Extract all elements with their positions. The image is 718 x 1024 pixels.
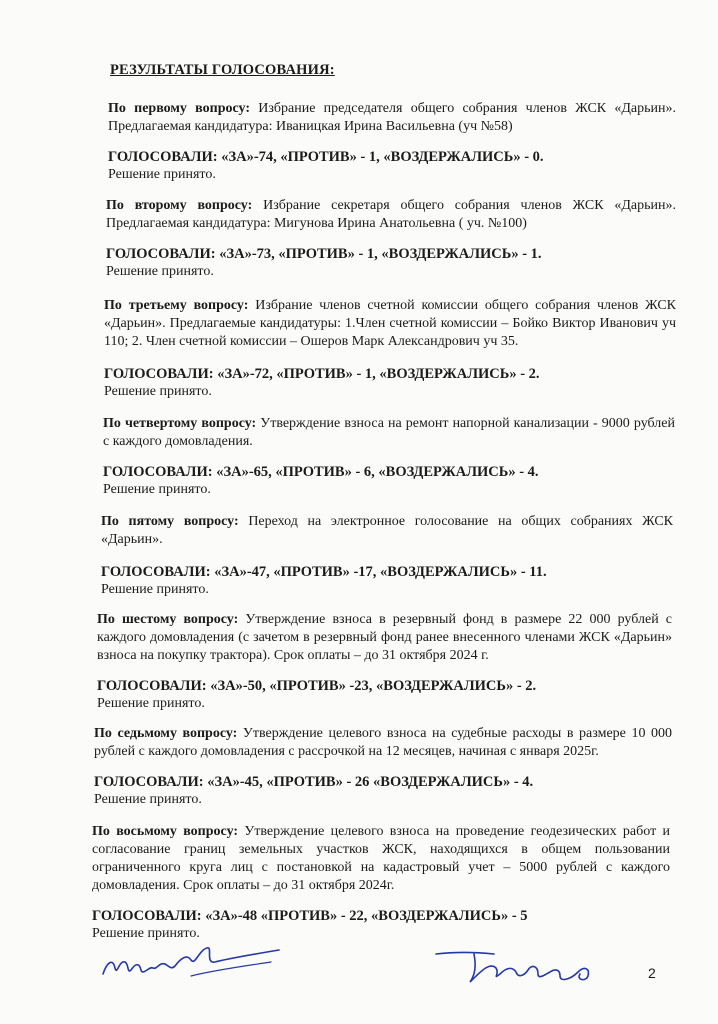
vote-result: ГОЛОСОВАЛИ: «ЗА»-48 «ПРОТИВ» - 22, «ВОЗДЕРЖАЛИСЬ» - 5 [92,908,528,924]
decision-text: Решение принято. [106,264,214,279]
question-text [103,415,675,451]
question-body: Избрание председателя общего собрания членов ЖСК «Дарьин». Предлагаемая кандидатура: Иваницкая Ирина Васильевна (уч №58) [108,101,676,134]
vote-result: ГОЛОСОВАЛИ: «ЗА»-72, «ПРОТИВ» - 1, «ВОЗДЕРЖАЛИСЬ» - 2. [104,366,540,382]
decision-text: Решение принято. [103,482,211,497]
decision-text: Решение принято. [94,792,202,807]
decision-text: Решение принято. [92,926,200,941]
question-body: Утверждение взноса в резервный фонд в размере 22 000 рублей с каждого домовладения (с зачетом в резервный фонд ранее внесенного членами ЖСК «Дарьин» взноса на покупку трактора). Срок оплаты – до 31 октября 2024 г. [97,612,673,663]
question-lead: По седьмому вопросу: [94,726,238,741]
decision-text: Решение принято. [104,384,212,399]
question-block-7 [94,725,672,808]
vote-result: ГОЛОСОВАЛИ: «ЗА»-45, «ПРОТИВ» - 26 «ВОЗДЕРЖАЛИСЬ» - 4. [94,774,534,790]
vote-result: ГОЛОСОВАЛИ: «ЗА»-73, «ПРОТИВ» - 1, «ВОЗДЕРЖАЛИСЬ» - 1. [106,246,542,262]
question-block-3 [104,297,676,400]
question-block-5 [101,513,673,598]
question-text [104,297,676,351]
decision-text: Решение принято. [108,167,216,182]
question-text [92,823,670,895]
question-block-1 [108,100,676,183]
question-lead: По первому вопросу: [108,101,250,116]
question-body: Избрание членов счетной комиссии общего собрания членов ЖСК «Дарьин». Предлагаемые кандидатуры: 1.Член счетной комиссии – Бойко Виктор Иванович уч 110; 2. Член счетной комиссии – Ошеров Марк Александрович уч 35. [104,298,676,349]
question-block-4 [103,415,675,498]
question-block-8 [92,823,670,942]
question-body: Избрание секретаря общего собрания членов ЖСК «Дарьин». Предлагаемая кандидатура: Мигунова Ирина Анатольевна ( уч. №100) [106,198,676,231]
decision-text: Решение принято. [97,696,205,711]
question-body: Переход на электронное голосование на общих собраниях ЖСК «Дарьин». [101,514,673,547]
question-text [108,100,676,136]
question-body: Утверждение целевого взноса на проведение геодезических работ и согласование границ земельных участков ЖСК, находящихся в общем пользовании ограниченного круга лиц с постановкой на кадастровый учет – 5000 рублей с каждого домовладения. Срок оплаты – до 31 октября 2024г. [92,824,670,893]
decision-text: Решение принято. [101,582,209,597]
question-lead: По пятому вопросу: [101,514,239,529]
question-text [101,513,673,549]
vote-result: ГОЛОСОВАЛИ: «ЗА»-65, «ПРОТИВ» - 6, «ВОЗДЕРЖАЛИСЬ» - 4. [103,464,539,480]
vote-result: ГОЛОСОВАЛИ: «ЗА»-47, «ПРОТИВ» -17, «ВОЗДЕРЖАЛИСЬ» - 11. [101,564,547,580]
question-block-2 [106,197,676,280]
question-block-6 [97,611,672,712]
question-text [94,725,672,761]
page-number: 2 [648,965,656,981]
signature-secretary [430,944,610,990]
signature-chairman [95,940,285,990]
vote-result: ГОЛОСОВАЛИ: «ЗА»-50, «ПРОТИВ» -23, «ВОЗДЕРЖАЛИСЬ» - 2. [97,678,537,694]
question-lead: По третьему вопросу: [104,298,249,313]
question-text [106,197,676,233]
question-lead: По второму вопросу: [106,198,253,213]
question-lead: По восьмому вопросу: [92,824,239,839]
question-lead: По четвертому вопросу: [103,416,257,431]
vote-result: ГОЛОСОВАЛИ: «ЗА»-74, «ПРОТИВ» - 1, «ВОЗДЕРЖАЛИСЬ» - 0. [108,149,544,165]
question-text [97,611,672,665]
results-title: РЕЗУЛЬТАТЫ ГОЛОСОВАНИЯ: [110,62,335,78]
question-body: Утверждение взноса на ремонт напорной канализации - 9000 рублей с каждого домовладения. [103,416,675,449]
question-body: Утверждение целевого взноса на судебные расходы в размере 10 000 рублей с каждого домовладения с рассрочкой на 12 месяцев, начиная с января 2025г. [94,726,672,759]
question-lead: По шестому вопросу: [97,612,239,627]
